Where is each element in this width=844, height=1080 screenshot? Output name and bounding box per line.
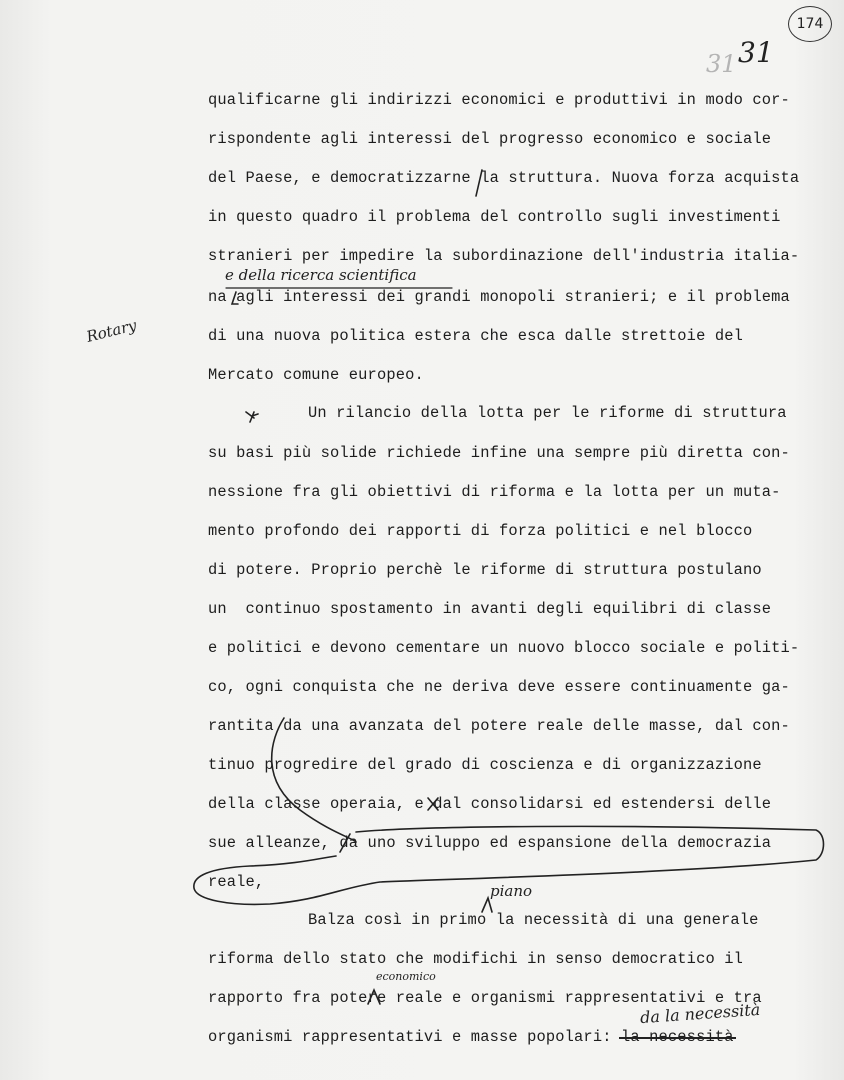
insertion-economico: economico <box>376 970 436 983</box>
text-line: reale, <box>208 873 265 891</box>
text-line: mento profondo dei rapporti di forza politici e nel blocco <box>208 522 753 540</box>
text-line-last <box>208 1028 734 1046</box>
text-line: Balza così in primo la necessità di una generale <box>308 911 759 929</box>
page-number: 31 <box>738 36 774 69</box>
last-line-text: organismi rappresentativi e masse popolari: <box>208 1028 621 1046</box>
insertion-piano: piano <box>490 882 533 900</box>
text-line: Un rilancio della lotta per le riforme di struttura <box>308 404 787 422</box>
text-line: co, ogni conquista che ne deriva deve essere continuamente ga- <box>208 678 790 696</box>
text-line: Mercato comune europeo. <box>208 366 424 384</box>
margin-note: Rotary <box>84 316 139 346</box>
text-line: un continuo spostamento in avanti degli equilibri di classe <box>208 600 772 618</box>
archive-number: 174 <box>788 6 832 42</box>
text-line: e politici e devono cementare un nuovo blocco sociale e politi- <box>208 639 800 657</box>
text-line: na agli interessi dei grandi monopoli stranieri; e il problema <box>208 288 790 306</box>
text-line: rantita da una avanzata del potere reale delle masse, dal con- <box>208 717 790 735</box>
text-line: nessione fra gli obiettivi di riforma e la lotta per un muta- <box>208 483 781 501</box>
text-line: riforma dello stato che modifichi in senso democratico il <box>208 950 743 968</box>
text-line: rapporto fra potere reale e organismi rappresentativi e tra <box>208 989 762 1007</box>
text-line: di potere. Proprio perchè le riforme di struttura postulano <box>208 561 762 579</box>
text-line: della classe operaia, e dal consolidarsi ed estendersi delle <box>208 795 772 813</box>
text-line: su basi più solide richiede infine una sempre più diretta con- <box>208 444 790 462</box>
text-line: tinuo progredire del grado di coscienza e di organizzazione <box>208 756 762 774</box>
insertion-ricerca: e della ricerca scientifica <box>225 266 417 284</box>
text-line: qualificarne gli indirizzi economici e produttivi in modo cor- <box>208 91 790 109</box>
text-line: del Paese, e democratizzarne la struttura. Nuova forza acquista <box>208 169 800 187</box>
insertion-necessita: da la necessità <box>639 999 761 1028</box>
page-number-faint: 31 <box>706 50 737 78</box>
text-line: rispondente agli interessi del progresso economico e sociale <box>208 130 772 148</box>
text-line: stranieri per impedire la subordinazione dell'industria italia- <box>208 247 800 265</box>
struck-text: la necessità <box>620 1028 734 1046</box>
paragraph-mark <box>246 412 258 422</box>
text-line: in questo quadro il problema del controllo sugli investimenti <box>208 208 781 226</box>
text-line: di una nuova politica estera che esca dalle strettoie del <box>208 327 743 345</box>
insert-caret-piano <box>482 898 492 912</box>
text-line: sue alleanze, da uno sviluppo ed espansione della democrazia <box>208 834 772 852</box>
bracket-mark <box>272 718 356 842</box>
